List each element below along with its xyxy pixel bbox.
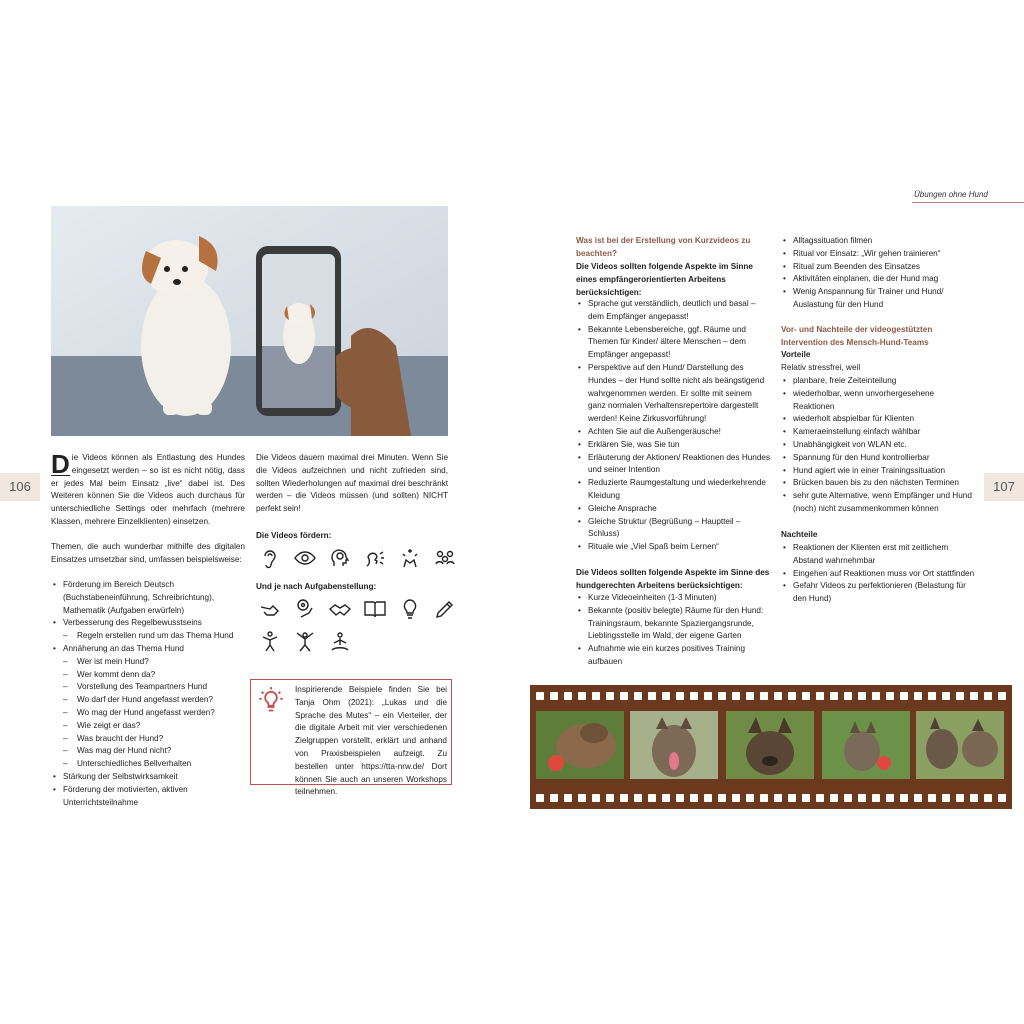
list-item: – Wo darf der Hund angefasst werden?	[51, 694, 245, 707]
film-strip-photos	[530, 685, 1012, 809]
dog-photo-4	[822, 711, 910, 779]
duration-paragraph: Die Videos dauern maximal drei Minuten. Wenn Sie die Videos aufzeichnen und nicht zufrieden sind, sollten Wiederholungen auf maximal drei beschränkt werden – die Videos müssen (und sollten) NICHT perfekt sein!	[256, 453, 448, 514]
film-hole	[536, 692, 544, 700]
hand-eye-icon	[293, 597, 317, 621]
list-item: • wiederholt abspielbar für Klienten	[781, 413, 976, 426]
aufgaben-icons-row2	[258, 628, 352, 656]
list-item: • Eingehen auf Reaktionen muss vor Ort stattfinden	[781, 568, 976, 581]
film-hole	[746, 692, 754, 700]
list-item: • sehr gute Alternative, wenn Empfänger und Hund (noch) nicht zusammenkommen können	[781, 490, 976, 516]
list-item: • wiederholbar, wenn unvorhergesehene Reaktionen	[781, 388, 976, 414]
film-hole	[620, 794, 628, 802]
ear-icon	[258, 546, 282, 570]
list-item: • Förderung der motivierten, aktiven Unterrichtsteilnahme	[51, 784, 245, 810]
aufgaben-icons-row1	[258, 595, 457, 623]
film-hole	[690, 692, 698, 700]
film-hole	[536, 794, 544, 802]
hundgerecht-list-cont	[781, 235, 976, 312]
group-icon	[433, 546, 457, 570]
film-hole	[760, 794, 768, 802]
eye-icon	[293, 546, 317, 570]
list-item: • Achten Sie auf die Außengeräusche!	[576, 426, 771, 439]
intro-text: ie Videos können als Entlastung des Hundes eingesetzt werden – so ist es nicht nötig, dass er jedes Mal beim Einsatz „live“ dabei ist. Des Weiteren können Sie die Videos auch durchaus für unterschiedliche Settings oder mehrfach (mehrere Klassen, mehrere Einzelklienten) einsetzen.	[51, 453, 245, 526]
list-item: • Förderung im Bereich Deutsch (Buchstabeneinführung, Schreibrichtung), Mathematik (Aufgaben erwürfeln)	[51, 579, 245, 617]
film-hole	[760, 692, 768, 700]
film-holes-bottom	[536, 794, 1006, 802]
film-hole	[592, 794, 600, 802]
film-hole	[578, 794, 586, 802]
film-hole	[998, 794, 1006, 802]
sparkle-hands-icon	[398, 546, 422, 570]
film-hole	[830, 692, 838, 700]
film-hole	[662, 692, 670, 700]
list-item: • Brücken bauen bis zu den nächsten Terminen	[781, 477, 976, 490]
film-hole	[970, 794, 978, 802]
film-hole	[858, 794, 866, 802]
film-hole	[956, 692, 964, 700]
film-hole	[872, 692, 880, 700]
film-hole	[550, 692, 558, 700]
intro-paragraph	[51, 449, 245, 529]
film-hole	[564, 794, 572, 802]
dog-photo-2	[630, 711, 718, 779]
film-hole	[774, 794, 782, 802]
list-item: • Perspektive auf den Hund/ Darstellung des Hundes – der Hund sollte nicht als beängstigend wahrgenommen werden. Er sollte mit seinem ganz normalen Verhaltensrepertoire dargestellt werden! Keine Zirkusvorführung!	[576, 362, 771, 426]
film-hole	[704, 794, 712, 802]
film-hole	[718, 794, 726, 802]
film-hole	[858, 692, 866, 700]
list-item: • Spannung für den Hund kontrollierbar	[781, 452, 976, 465]
list-item: • Wenig Anspannung für Trainer und Hund/ Auslastung für den Hund	[781, 286, 976, 312]
film-hole	[984, 794, 992, 802]
film-hole	[844, 692, 852, 700]
list-item: • Stärkung der Selbstwirksamkeit	[51, 771, 245, 784]
list-item: • Ritual vor Einsatz: „Wir gehen trainieren“	[781, 248, 976, 261]
drop-cap: D	[51, 449, 70, 479]
film-hole	[662, 794, 670, 802]
film-hole	[592, 692, 600, 700]
film-hole	[984, 692, 992, 700]
list-item: – Wer ist mein Hund?	[51, 656, 245, 669]
lightbulb-icon	[257, 685, 285, 715]
film-hole	[914, 794, 922, 802]
list-item: • Kameraeinstellung einfach wählbar	[781, 426, 976, 439]
film-hole	[634, 692, 642, 700]
film-hole	[942, 692, 950, 700]
film-hole	[956, 794, 964, 802]
film-hole	[550, 794, 558, 802]
film-hole	[620, 692, 628, 700]
empfaenger-subheading: Die Videos sollten folgende Aspekte im Sinne eines empfängerorientierten Arbeitens berücksichtigen:	[576, 262, 753, 297]
list-item: • Rituale wie „Viel Spaß beim Lernen“	[576, 541, 771, 554]
film-hole	[704, 692, 712, 700]
film-holes-top	[536, 692, 1006, 700]
kurzvideos-heading: Was ist bei der Erstellung von Kurzvideos zu beachten?	[576, 236, 751, 258]
list-item: • Bekannte (positiv belegte) Räume für den Hund: Trainingsraum, bekannte Spaziergangsrunde, Lieblingsstelle im Wald, der eigene Garten	[576, 605, 771, 643]
list-item: – Vorstellung des Teampartners Hund	[51, 681, 245, 694]
list-item: • Erklären Sie, was Sie tun	[576, 439, 771, 452]
film-hole	[676, 794, 684, 802]
film-hole	[830, 794, 838, 802]
lightbulb-icon	[398, 597, 422, 621]
speaking-face-icon	[363, 546, 387, 570]
hundgerecht-list	[576, 592, 771, 669]
list-item: • Kurze Videoeinheiten (1-3 Minuten)	[576, 592, 771, 605]
film-hole	[998, 692, 1006, 700]
vorteile-label: Vorteile	[781, 350, 811, 359]
film-hole	[676, 692, 684, 700]
list-item: • planbare, freie Zeiteinteilung	[781, 375, 976, 388]
vorteile-list	[781, 375, 976, 516]
dog-photo-3	[726, 711, 814, 779]
list-item: – Wie zeigt er das?	[51, 720, 245, 733]
film-hole	[928, 692, 936, 700]
list-item: • Reduzierte Raumgestaltung und wiederkehrende Kleidung	[576, 477, 771, 503]
list-item: – Was mag der Hund nicht?	[51, 745, 245, 758]
list-item: • Erläuterung der Aktionen/ Reaktionen des Hundes und seiner Intention	[576, 452, 771, 478]
film-hole	[844, 794, 852, 802]
person-jumping-icon	[258, 630, 282, 654]
film-hole	[578, 692, 586, 700]
list-item: • Verbesserung des Regelbewusstseins	[51, 617, 245, 630]
film-hole	[788, 692, 796, 700]
list-item: • Unabhängigkeit von WLAN etc.	[781, 439, 976, 452]
film-hole	[634, 794, 642, 802]
film-hole	[928, 794, 936, 802]
list-item: • Alltagssituation filmen	[781, 235, 976, 248]
list-item: • Bekannte Lebensbereiche, ggf. Räume und Themen für Kinder/ ältere Menschen – dem Empfänger angepasst!	[576, 324, 771, 362]
running-header: Übungen ohne Hund	[914, 190, 988, 199]
foerdern-label: Die Videos fördern:	[256, 531, 332, 540]
film-hole	[886, 794, 894, 802]
film-hole	[802, 794, 810, 802]
film-hole	[872, 794, 880, 802]
list-item: – Wo mag der Hund angefasst werden?	[51, 707, 245, 720]
film-hole	[788, 794, 796, 802]
list-item: • Reaktionen der Klienten erst mit zeitlichem Abstand wahrnehmbar	[781, 542, 976, 568]
film-hole	[606, 692, 614, 700]
dog-phone-photo	[51, 206, 448, 436]
nachteile-list	[781, 542, 976, 606]
film-hole	[900, 794, 908, 802]
list-item: – Wer kommt denn da?	[51, 669, 245, 682]
film-hole	[564, 692, 572, 700]
tip-text: Inspirierende Beispiele finden Sie bei Tanja Ohm (2021): „Lukas und die Sprache des Mutes“ – ein Vierteiler, der die digitale Arbeit mit vier verschiedenen Zielgruppen vorstellt, erklärt und anhand von Praxisbeispielen aufzeigt. Zu bestellen unter https://tta-nrw.de/ Dort können Sie auch an unseren Workshops teilnehmen.	[295, 685, 447, 797]
list-item: • Sprache gut verständlich, deutlich und basal – dem Empfänger angepasst!	[576, 298, 771, 324]
vorteile-intro: Relativ stressfrei, weil	[781, 363, 861, 372]
open-book-icon	[363, 597, 387, 621]
film-hole	[690, 794, 698, 802]
list-item: • Aktivitäten einplanen, die der Hund mag	[781, 273, 976, 286]
film-hole	[774, 692, 782, 700]
film-hole	[648, 794, 656, 802]
list-item: – Regeln erstellen rund um das Thema Hund	[51, 630, 245, 643]
list-item: • Gleiche Struktur (Begrüßung – Hauptteil – Schluss)	[576, 516, 771, 542]
film-hole	[942, 794, 950, 802]
header-rule	[912, 202, 1024, 203]
list-item: • Annäherung an das Thema Hund	[51, 643, 245, 656]
film-hole	[732, 692, 740, 700]
tip-box	[250, 679, 452, 797]
aufgaben-label: Und je nach Aufgabenstellung:	[256, 582, 377, 591]
list-item: – Was braucht der Hund?	[51, 733, 245, 746]
film-hole	[914, 692, 922, 700]
head-brain-icon	[328, 546, 352, 570]
film-hole	[970, 692, 978, 700]
pen-hand-icon	[433, 597, 457, 621]
list-item: • Ritual zum Beenden des Einsatzes	[781, 261, 976, 274]
film-hole	[802, 692, 810, 700]
film-hole	[648, 692, 656, 700]
film-hole	[886, 692, 894, 700]
vor-nachteile-heading: Vor- und Nachteile der videogestützten Intervention des Mensch-Hund-Teams	[781, 325, 933, 347]
empfaenger-list	[576, 298, 771, 554]
film-hole	[606, 794, 614, 802]
themes-list	[51, 579, 245, 809]
film-hole	[718, 692, 726, 700]
page-number-left: 106	[0, 473, 40, 501]
film-hole	[816, 692, 824, 700]
hundgerecht-subheading: Die Videos sollten folgende Aspekte im Sinne des hundgerechten Arbeitens berücksichtigen:	[576, 568, 770, 590]
list-item: – Unterschiedliches Bellverhalten	[51, 758, 245, 771]
person-stretching-icon	[293, 630, 317, 654]
meditation-icon	[328, 630, 352, 654]
list-item: • Gleiche Ansprache	[576, 503, 771, 516]
page-number-right: 107	[984, 473, 1024, 501]
list-item: • Hund agiert wie in einer Trainingssituation	[781, 465, 976, 478]
film-hole	[900, 692, 908, 700]
dog-photo-5	[916, 711, 1004, 779]
themes-intro: Themen, die auch wunderbar mithilfe des digitalen Einsatzes umsetzbar sind, umfassen beispielsweise:	[51, 542, 245, 564]
foerdern-icons	[258, 544, 457, 572]
list-item: • Gefahr Videos zu perfektionieren (Belastung für den Hund)	[781, 580, 976, 606]
film-hole	[816, 794, 824, 802]
film-hole	[746, 794, 754, 802]
nachteile-label: Nachteile	[781, 530, 818, 539]
film-hole	[732, 794, 740, 802]
list-item: • Aufnahme wie ein kurzes positives Training aufbauen	[576, 643, 771, 669]
handshake-icon	[328, 597, 352, 621]
dog-photo-1	[536, 711, 624, 779]
pointing-hand-icon	[258, 597, 282, 621]
